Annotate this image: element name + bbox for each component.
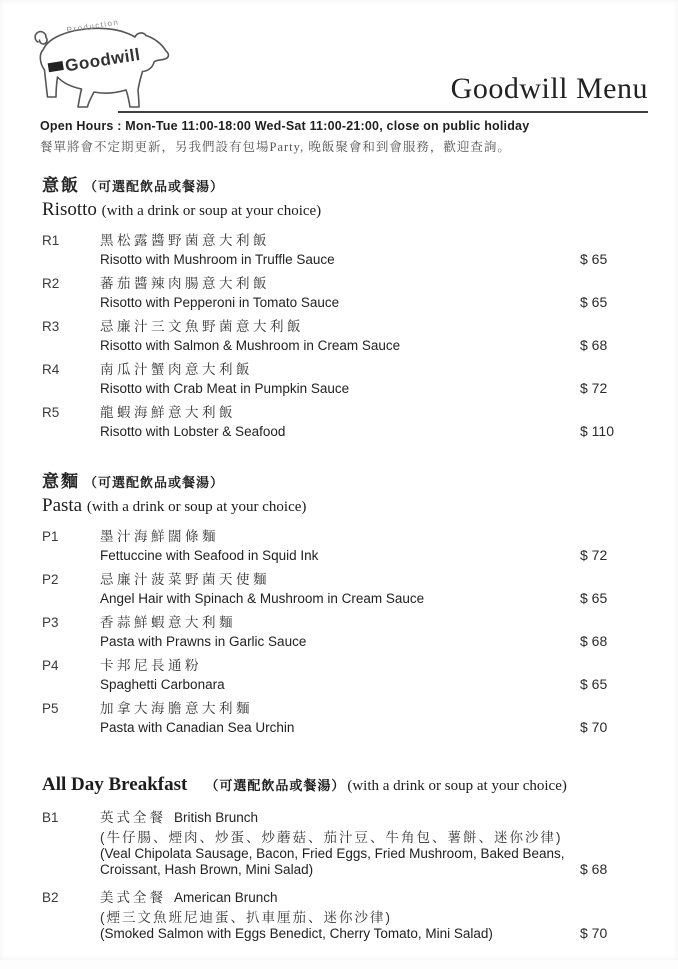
section-title-en-text: Risotto: [42, 199, 97, 220]
item-price: $ 68: [580, 861, 608, 877]
item-names: [100, 615, 580, 650]
section-title-zh-text: 意飯: [42, 176, 80, 195]
item-name-zh: 南瓜汁蟹肉意大利飯: [100, 362, 253, 377]
item-name-zh: 香蒜鮮蝦意大利麵: [100, 615, 236, 630]
item-name-zh: 美式全餐: [100, 890, 166, 905]
item-price: $ 68: [580, 337, 608, 353]
item-code: P3: [42, 615, 59, 630]
item-name-en: Risotto with Lobster & Seafood: [100, 424, 286, 439]
item-price: $ 65: [580, 590, 608, 606]
item-code: P4: [42, 658, 59, 673]
menu-item: [42, 701, 652, 736]
menu-item: [42, 810, 652, 878]
item-code: B2: [42, 890, 59, 905]
item-name-zh: 墨汁海鮮闊條麵: [100, 529, 219, 544]
section-title: [42, 774, 652, 796]
item-names: [100, 701, 580, 736]
item-name-zh: 龍蝦海鮮意大利飯: [100, 405, 236, 420]
item-desc-en: (Smoked Salmon with Eggs Benedict, Cherry Tomato, Mini Salad): [100, 926, 493, 941]
menu-item: [42, 233, 652, 268]
logo: [26, 17, 178, 118]
item-name-en: Angel Hair with Spinach & Mushroom in Cream Sauce: [100, 591, 425, 606]
section-title-zh: [42, 171, 652, 196]
item-names: [100, 658, 580, 693]
item-name-en: Risotto with Salmon & Mushroom in Cream Sauce: [100, 338, 401, 353]
item-names: [100, 810, 580, 878]
item-name-en: Risotto with Crab Meat in Pumpkin Sauce: [100, 381, 350, 396]
item-desc-zh: (牛仔腸、煙肉、炒蛋、炒蘑菇、茄汁豆、牛角包、薯餅、迷你沙律): [100, 830, 563, 845]
section-title-en-note: (with a drink or soup at your choice): [86, 499, 307, 515]
menu-item: [42, 276, 652, 311]
item-code: P2: [42, 572, 59, 587]
item-name-en: Pasta with Canadian Sea Urchin: [100, 720, 295, 735]
item-price: $ 70: [580, 925, 608, 941]
item-title: [100, 810, 570, 826]
menu-item: [42, 572, 652, 607]
page-title: Goodwill Menu: [450, 72, 648, 105]
item-code: R2: [42, 276, 60, 291]
logo-subtext: Production: [65, 17, 120, 35]
item-names: [100, 233, 580, 268]
item-code: B1: [42, 810, 59, 825]
item-name-zh: 忌廉汁菠菜野菌天使麵: [100, 572, 270, 587]
item-name-en: American Brunch: [174, 890, 278, 905]
item-names: [100, 362, 580, 397]
section-title-zh: [42, 467, 652, 492]
section-all-day-breakfast: [42, 774, 652, 942]
item-names: [100, 572, 580, 607]
item-name-zh: 卡邦尼長通粉: [100, 658, 202, 673]
item-price: $ 65: [580, 294, 608, 310]
section-title-en: [42, 495, 652, 517]
item-price: $ 68: [580, 633, 608, 649]
item-price: $ 65: [580, 251, 608, 267]
item-code: R3: [42, 319, 60, 334]
header-rule: [118, 111, 648, 113]
item-name-en: Pasta with Prawns in Garlic Sauce: [100, 634, 307, 649]
item-code: P5: [42, 701, 59, 716]
section-title-zh-note: （可選配飲品或餐湯）: [84, 475, 225, 490]
item-price: $ 72: [580, 380, 608, 396]
item-name-zh: 忌廉汁三文魚野菌意大利飯: [100, 319, 304, 334]
item-names: [100, 405, 580, 440]
section-title-zh-note: （可選配飲品或餐湯）: [84, 179, 225, 194]
section-title-zh-note: （可選配飲品或餐湯）: [205, 778, 346, 793]
item-title: [100, 890, 570, 906]
item-name-zh: 黑松露醬野菌意大利飯: [100, 233, 270, 248]
item-names: [100, 890, 580, 942]
menu-item: [42, 615, 652, 650]
section-pasta: [42, 467, 652, 736]
item-price: $ 65: [580, 676, 608, 692]
item-code: R1: [42, 233, 60, 248]
item-name-zh: 英式全餐: [100, 810, 166, 825]
item-name-zh: 蕃茄醬辣肉腸意大利飯: [100, 276, 270, 291]
menu-item: [42, 405, 652, 440]
item-desc-zh: (煙三文魚班尼迪蛋、扒車厘茄、迷你沙律): [100, 910, 392, 925]
section-title-zh-text: 意麵: [42, 472, 80, 491]
menu-item: [42, 319, 652, 354]
menu-item: [42, 529, 652, 564]
open-hours: Open Hours : Mon-Tue 11:00-18:00 Wed-Sat 11:00-21:00, close on public holiday: [40, 119, 530, 133]
item-code: P1: [42, 529, 59, 544]
logo-name: Goodwill: [63, 44, 142, 76]
item-price: $ 70: [580, 719, 608, 735]
section-title-en: [42, 199, 652, 221]
menu-body: [42, 171, 652, 969]
logo-badge-icon: [48, 61, 64, 72]
item-name-en: Spaghetti Carbonara: [100, 677, 225, 692]
section-risotto: [42, 171, 652, 440]
menu-note-zh: 餐單將會不定期更新，另我們設有包場Party, 晚飯聚會和到會服務，歡迎查詢。: [40, 140, 511, 154]
item-desc-en: (Veal Chipolata Sausage, Bacon, Fried Eggs, Fried Mushroom, Baked Beans, Croissant, Hash Brown, Mini Salad): [100, 846, 565, 877]
section-title-en-note: (with a drink or soup at your choice): [101, 203, 322, 219]
item-price: $ 110: [580, 423, 614, 439]
item-name-en: Risotto with Pepperoni in Tomato Sauce: [100, 295, 340, 310]
menu-item: [42, 658, 652, 693]
item-price: $ 72: [580, 547, 608, 563]
item-names: [100, 276, 580, 311]
menu-item: [42, 890, 652, 942]
item-code: R5: [42, 405, 60, 420]
section-title-en-note: (with a drink or soup at your choice): [347, 778, 567, 794]
item-names: [100, 319, 580, 354]
item-name-en: British Brunch: [174, 810, 259, 825]
section-title-en-text: Pasta: [42, 495, 83, 516]
item-code: R4: [42, 362, 60, 377]
menu-item: [42, 362, 652, 397]
item-name-zh: 加拿大海膽意大利麵: [100, 701, 253, 716]
item-name-en: Risotto with Mushroom in Truffle Sauce: [100, 252, 335, 267]
item-name-en: Fettuccine with Seafood in Squid Ink: [100, 548, 319, 563]
section-title-en-text: All Day Breakfast: [42, 774, 188, 795]
item-names: [100, 529, 580, 564]
